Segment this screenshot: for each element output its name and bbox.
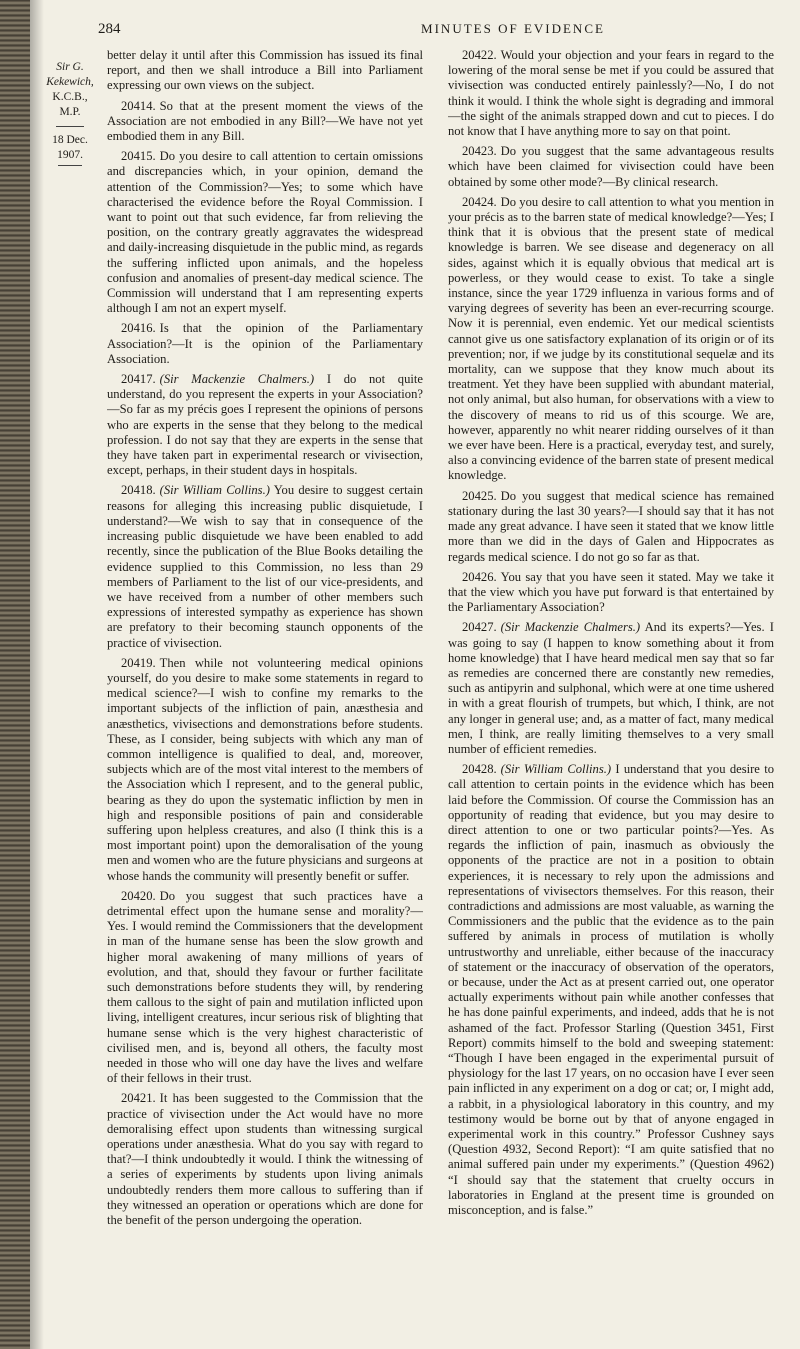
- margin-divider: [58, 165, 82, 166]
- evidence-text: Then while not volunteering medical opinions yourself, do you desire to make some statements in regard to medical science?—I wish to confine my remarks to the important subjects of the infliction of pain, anæsthesia and anæsthetics, vivisections and demonstrations before students. These, as I consider, being subjects with which any man of common intelligence is qualified to deal, and, moreover, subjects which are of the most vital interest to the members of the Association which I represent, and to the general public, bearing as they do upon the systematic infliction by men in high and responsible positions of pain and considerable suffering upon helpless creatures, and also (I think this is a most important point) upon the demoralisation of the young men and women who are the future physicians and surgeons at whose hands the community will presently benefit or suffer.: [107, 655, 423, 883]
- question-number: 20427.: [462, 620, 497, 635]
- question-number: 20421.: [121, 1091, 156, 1106]
- evidence-text: It has been suggested to the Commission that the practice of vivisection under the Act would have no more demoralising effect upon students than witnessing surgical operations under anæsthesia. What do you say with regard to that?—I think undoubtedly it would. I think the witnessing of a series of experiments by students upon living animals undoubtedly renders them more callous to suffering than if they witnessed an operation or operations which are done for the benefit of the person undergoing the operation.: [107, 1091, 423, 1228]
- evidence-date: 18 Dec. 1907.: [52, 134, 88, 161]
- evidence-text: You desire to suggest certain reasons for alleging this increasing public disquietude, I understand?—We wish to say that in consequence of the increasing public disquietude we have been enabled to add recently, since the publication of the Blue Books detailing the evidence supplied to this Commission, no less than 29 members of Parliament to the list of our vice-presidents, and we have received from a number of other members such expressions of interested sympathy as experience has shown are prefatory to their becoming staunch opponents of the practice of vivisection.: [107, 483, 423, 650]
- evidence-paragraph: [448, 48, 774, 139]
- question-number: 20426.: [462, 569, 497, 584]
- evidence-text: Do you desire to call attention to what you mention in your précis as to the barren state of medical knowledge?—Yes; I think that it is obvious that the present state of medical knowledge is barren. We see disease and degeneracy on all sides, against which it is equally obvious that medical art is powerless, or they would cease to exist. To take a single instance, since the year 1729 influenza in various forms and of varying degrees of severity has been an ever-recurring scourge. Now it is perennial, even endemic. Yet our medical scientists cannot give us one satisfactory explanation of its origin or of its prevention; nor, if we judge by its constitutional sequelæ and its mortality, can we suppose that they know much about its treatment. Yet they have been supplied with abundant material, not only animal, but also human, for observations with a view to the discovery of means to rid us of this scourge. We are, however, apparently no whit nearer ridding ourselves of it than we ever have been. Here is a practical, everyday test, and surely, also a convincing evidence of the barren state of present medical knowledge.: [448, 194, 774, 483]
- evidence-text: Would your objection and your fears in regard to the lowering of the moral sense be met if you could be assured that vivisection was conducted entirely painlessly?—No, I do not think it would. I think the whole sight is degrading and immoral—the sight of the animals strapped down and cut to pieces. I do not know that I have anything more to say on that point.: [448, 48, 774, 139]
- question-number: 20416.: [121, 321, 156, 336]
- evidence-text: Is that the opinion of the Parliamentary Association?—It is the opinion of the Parliamentary Association.: [107, 321, 423, 366]
- question-number: 20414.: [121, 98, 156, 113]
- running-head: MINUTES OF EVIDENCE: [421, 21, 605, 36]
- evidence-paragraph: [448, 762, 774, 1218]
- witness-name-line2: Kekewich,: [46, 76, 94, 88]
- speaker-name: (Sir William Collins.): [159, 483, 270, 498]
- evidence-paragraph: [448, 489, 774, 565]
- evidence-paragraph: [448, 620, 774, 757]
- evidence-paragraph: [107, 149, 423, 316]
- question-number: 20418.: [121, 483, 156, 498]
- question-number: 20423.: [462, 144, 497, 159]
- right-column: [448, 48, 774, 1328]
- question-number: 20419.: [121, 655, 156, 670]
- question-number: 20417.: [121, 372, 156, 387]
- gutter-shadow: [30, 0, 44, 1349]
- speaker-name: (Sir Mackenzie Chalmers.): [500, 620, 641, 635]
- evidence-paragraph: [448, 195, 774, 484]
- question-number: 20420.: [121, 888, 156, 903]
- evidence-text: And its experts?—Yes. I was going to say (I happen to know something about it from home knowledge) that I have heard medical men say that so far as remedies are concerned there are constantly new remedies, such as antipyrin and sulphonal, which were at one time ushered in with a great flourish of trumpets, but which, I think, are not any longer in general use; and, as a matter of fact, many medical men, I think, are really limiting themselves to a very small number of efficient remedies.: [448, 620, 774, 756]
- speaker-name: (Sir Mackenzie Chalmers.): [159, 372, 315, 387]
- witness-name-line1: Sir G.: [56, 61, 84, 73]
- evidence-paragraph: [448, 570, 774, 616]
- evidence-paragraph: [107, 483, 423, 650]
- evidence-paragraph: [107, 656, 423, 884]
- evidence-paragraph: [107, 372, 423, 478]
- page-header: [98, 21, 778, 39]
- question-number: 20415.: [121, 149, 156, 164]
- evidence-paragraph: [107, 48, 423, 94]
- evidence-paragraph: [448, 144, 774, 190]
- evidence-text: I understand that you desire to call attention to certain points in the evidence which has been laid before the Commission. Of course the Commission has an opportunity of reading that evidence, but you may desire to direct attention to one or two particular points?—Yes. As regards the infliction of pain, inasmuch as obviously the opponents of the practice are not in a position to obtain experiences, it is necessary to rely upon the admissions and representations of vivisectors themselves. For this reason, their contradictions and admissions are most valuable, as warning the Commissioners and the public that the evidence as to the pain suffered by animals in process of mutilation is wholly untrustworthy and unreliable, either because of the inaccuracy of statement or the inaccuracy of observation of the operators, or because, under the Act as at present carried out, one operator actually experiments without pain while another confesses that he has done painful experiments, and indeed, adds that he is not ashamed of the fact. Professor Starling (Question 3451, First Report) commits himself to the bold and sweeping statement: “Though I have been engaged in the experimental pursuit of physiology for the last 17 years, on no occasion have I ever seen pain inflicted in any experiment on a dog or cat; or, I might add, a rabbit, in a physiological laboratory in this country, and my testimony would be borne out by that of anyone engaged in experimental work in this country.” Professor Cushney says (Question 4932, Second Report): “I am quite satisfied that no animal suffered pain under my experiments.” (Question 4962) “I should say that the statement that cruelty occurs in laboratories in England at the present time is grounded on misconception, and is false.”: [448, 762, 774, 1218]
- speaker-name: (Sir William Collins.): [500, 762, 612, 777]
- evidence-text: Do you desire to call attention to certain omissions and discrepancies which, in your opinion, demand the attention of the Commission?—Yes; to some which have characterised the evidence before the Royal Commission. I want to point out that such evidence, far from relieving the position, on the contrary greatly aggravates the widespread and daily-increasing disquietude in the public mind, as regards the suffering inflicted upon animals, and the hopeless confusion and anomalies of present-day medical science. The Commission will understand that I am representing experts although I am not an expert myself.: [107, 149, 423, 316]
- evidence-text: So that at the present moment the views of the Association are not embodied in any Bill?—We have not yet embodied them in any Bill.: [107, 98, 423, 144]
- evidence-text: Do you suggest that medical science has remained stationary during the last 30 years?—I should say that it has not made any great advance. I have seen it stated that we know little more than we did in the days of Galen and Hippocrates as regards medical science. I do not go so far as that.: [448, 488, 774, 564]
- page-number: 284: [98, 21, 121, 37]
- evidence-paragraph: [107, 321, 423, 367]
- evidence-text: Do you suggest that the same advantageous results which have been claimed for vivisection could have been obtained by some other mode?—By clinical research.: [448, 144, 774, 189]
- evidence-paragraph: [107, 1091, 423, 1228]
- witness-honours: K.C.B., M.P.: [52, 91, 88, 118]
- left-column: [107, 48, 423, 1328]
- margin-note: [42, 60, 98, 166]
- margin-divider: [56, 126, 84, 127]
- book-binding: [0, 0, 30, 1349]
- question-number: 20425.: [462, 488, 497, 503]
- evidence-text: Do you suggest that such practices have a detrimental effect upon the humane sense and morality?—Yes. I would remind the Commissioners that the development in man of the humane sense has been the slow growth and higher moral awakening of many millions of years of evolution, and that, should they favour or further facilitate such demonstrations before students they will, by rendering them callous to the sight of pain and mutilation inflicted upon living, intelligent creatures, incur serious risk of blighting that humane sense which is the very highest characteristic of civilised men, and is, beyond all others, the faculty most needed in those who will one day have the lives and welfare of their fellows in their trust.: [107, 888, 423, 1086]
- evidence-paragraph: [107, 99, 423, 145]
- question-number: 20422.: [462, 48, 497, 62]
- evidence-text: better delay it until after this Commission has issued its final report, and then we shall introduce a Bill into Parliament expressing our own views on the subject.: [107, 48, 423, 93]
- evidence-text: You say that you have seen it stated. May we take it that the view which you have put forward is that entertained by the Parliamentary Association?: [448, 569, 774, 615]
- evidence-text: I do not quite understand, do you represent the experts in your Association?—So far as my précis goes I represent the opinions of persons who are experts in the sense that they belong to the medical profession. I do not say that they are experts in the sense that they have taken part in experimental research or vivisection, except, perhaps, in their student days in hospitals.: [107, 372, 423, 478]
- evidence-paragraph: [107, 889, 423, 1087]
- question-number: 20428.: [462, 762, 497, 777]
- question-number: 20424.: [462, 194, 497, 209]
